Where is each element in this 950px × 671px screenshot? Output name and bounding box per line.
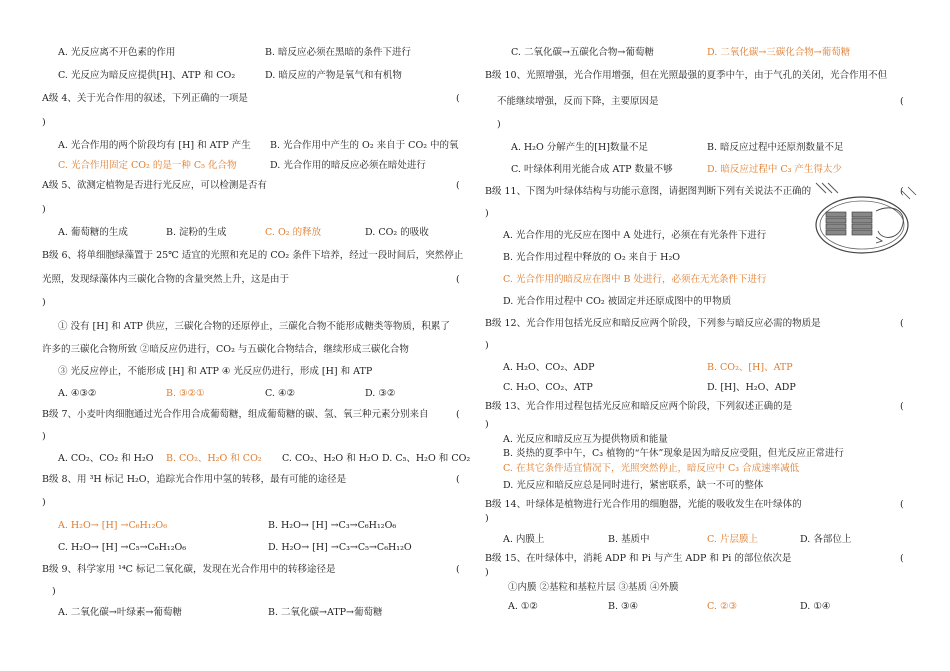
- q5-option-b: B. 淀粉的生成: [166, 227, 227, 238]
- q6-reason-line2: 许多的三碳化合物所致 ②暗反应仍进行，CO₂ 与五碳化合物结合，继续形成三碳化合物: [42, 344, 409, 355]
- q11-paren-open: (: [900, 186, 904, 197]
- q14-option-b: B. 基质中: [608, 534, 650, 545]
- q13-option-b: B. 炎热的夏季中午，C₃ 植物的“午休”现象是因为暗反应受阻，但光反应正常进行: [503, 448, 844, 459]
- q12-option-b: B. CO₂、[H]、ATP: [707, 362, 793, 373]
- q4-stem: A级 4、关于光合作用的叙述，下列正确的一项是: [42, 93, 248, 104]
- q14-option-d: D. 各部位上: [800, 534, 852, 545]
- q15-option-d: D. ①④: [800, 601, 831, 612]
- q14-option-a: A. 内膜上: [503, 534, 545, 545]
- q3-option-a: A. 光反应离不开色素的作用: [58, 47, 176, 58]
- q5-option-a: A. 葡萄糖的生成: [58, 227, 128, 238]
- q5-option-d: D. CO₂ 的吸收: [365, 227, 429, 238]
- gas-arrows: [902, 187, 916, 199]
- q4-paren-open: (: [456, 93, 460, 104]
- q12-paren-close: ): [485, 340, 489, 351]
- q4-option-a: A. 光合作用的两个阶段均有 [H] 和 ATP 产生: [58, 140, 251, 151]
- q12-paren-open: (: [900, 318, 904, 329]
- q11-option-c: C. 光合作用的暗反应在图中 B 处进行，必须在无光条件下进行: [503, 274, 767, 285]
- q9-stem: B级 9、科学家用 ¹⁴C 标记二氧化碳，发现在光合作用中的转移途径是: [42, 564, 336, 575]
- q5-option-c: C. O₂ 的释放: [265, 227, 322, 238]
- q3-option-c: C. 光反应为暗反应提供[H]、ATP 和 CO₂: [58, 70, 236, 81]
- q8-paren-open: (: [456, 474, 460, 485]
- q9-paren-open: (: [456, 564, 460, 575]
- q13-option-d: D. 光反应和暗反应总是同时进行，紧密联系，缺一不可的整体: [503, 480, 764, 491]
- q10-option-c: C. 叶绿体利用光能合成 ATP 数量不够: [511, 164, 673, 175]
- q6-stem-line2: 光照，发现绿藻体内三碳化合物的含量突然上升，这是由于: [42, 274, 290, 285]
- q6-stem-line1: B级 6、将单细胞绿藻置于 25℃ 适宜的光照和充足的 CO₂ 条件下培养，经过一段时间后，突然停止: [42, 250, 464, 261]
- q14-paren-open: (: [900, 499, 904, 510]
- q15-option-a: A. ①②: [508, 601, 538, 612]
- q10-stem-line2: 不能继续增强，反而下降，主要原因是: [497, 96, 659, 107]
- q12-option-a: A. H₂O、CO₂、ADP: [503, 362, 595, 373]
- q13-paren-open: (: [900, 401, 904, 412]
- q4-option-b: B. 光合作用中产生的 O₂ 来自于 CO₂ 中的氧: [270, 140, 459, 151]
- q13-option-c: C. 在其它条件适宜情况下，光照突然停止，暗反应中 C₃ 合成速率减低: [503, 463, 800, 474]
- q11-option-a: A. 光合作用的光反应在图中 A 处进行，必须在有光条件下进行: [503, 230, 767, 241]
- q9-option-a: A. 二氧化碳→叶绿素→葡萄糖: [58, 607, 182, 618]
- light-rays: [816, 183, 838, 193]
- q10-option-d: D. 暗反应过程中 C₃ 产生得太少: [707, 164, 842, 175]
- q11-option-b: B. 光合作用过程中释放的 O₂ 来自于 H₂O: [503, 252, 681, 263]
- q8-stem: B级 8、用 ³H 标记 H₂O，追踪光合作用中氢的转移，最有可能的途径是: [42, 474, 347, 485]
- q15-paren-open: (: [900, 553, 904, 564]
- q10-option-b: B. 暗反应过程中还原剂数量不足: [707, 142, 844, 153]
- q7-stem: B级 7、小麦叶肉细胞通过光合作用合成葡萄糖，组成葡萄糖的碳、氢、氧三种元素分别来自: [42, 409, 429, 420]
- q8-option-c: C. H₂O→ [H] →C₅→C₆H₁₂O₆: [58, 542, 187, 553]
- q11-stem: B级 11、下图为叶绿体结构与功能示意图，请据图判断下列有关说法不正确的: [485, 186, 812, 197]
- q9-option-c: C. 二氧化碳→五碳化合物→葡萄糖: [511, 47, 654, 58]
- q6-reason-line1: ① 没有 [H] 和 ATP 供应，三碳化合物的还原停止，三碳化合物不能形成糖类等物质，积累了: [58, 321, 450, 332]
- q10-stem-line1: B级 10、光照增强，光合作用增强，但在光照最强的夏季中午，由于气孔的关闭，光合作用不但: [485, 70, 888, 81]
- q6-reason-line3: ③ 光反应停止，不能形成 [H] 和 ATP ④ 光反应仍进行，形成 [H] 和 ATP: [58, 366, 373, 377]
- q15-option-c: C. ②③: [707, 601, 738, 612]
- chloroplast-diagram: [812, 181, 920, 261]
- q5-paren-open: (: [456, 180, 460, 191]
- q11-paren-close: ): [485, 208, 489, 219]
- q6-paren-open: (: [456, 274, 460, 285]
- q9-paren-close: ): [52, 586, 56, 597]
- q7-option-a: A. CO₂、CO₂ 和 H₂O: [58, 453, 154, 464]
- q8-option-d: D. H₂O→ [H] →C₃→C₅→C₆H₁₂O: [268, 542, 412, 553]
- q3-option-d: D. 暗反应的产物是氧气和有机物: [265, 70, 402, 81]
- q15-stem: B级 15、在叶绿体中，消耗 ADP 和 Pi 与产生 ADP 和 Pi 的部位依次是: [485, 553, 792, 564]
- q7-option-c: C. CO₂、H₂O 和 H₂O: [282, 453, 379, 464]
- q5-stem: A级 5、欲测定植物是否进行光反应，可以检测是否有: [42, 180, 267, 191]
- q11-option-d: D. 光合作用过程中 CO₂ 被固定并还原成图中的甲物质: [503, 296, 732, 307]
- q6-paren-close: ): [42, 297, 46, 308]
- q4-option-c: C. 光合作用固定 CO₂ 的是一种 C₅ 化合物: [58, 160, 237, 171]
- q14-paren-close: ): [485, 513, 489, 524]
- q15-items: ①内膜 ②基粒和基粒片层 ③基质 ④外膜: [508, 582, 679, 593]
- q13-stem: B级 13、光合作用过程包括光反应和暗反应两个阶段，下列叙述正确的是: [485, 401, 793, 412]
- q8-paren-close: ): [42, 497, 46, 508]
- q5-paren-close: ): [42, 204, 46, 215]
- q14-stem: B级 14、叶绿体是植物进行光合作用的细胞器，光能的吸收发生在叶绿体的: [485, 499, 802, 510]
- q12-stem: B级 12、光合作用包括光反应和暗反应两个阶段，下列参与暗反应必需的物质是: [485, 318, 821, 329]
- q7-paren-close: ): [42, 431, 46, 442]
- q7-paren-open: (: [456, 409, 460, 420]
- q6-option-b: B. ③②①: [166, 388, 205, 399]
- q8-option-b: B. H₂O→ [H] →C₃→C₆H₁₂O₆: [268, 520, 397, 531]
- q14-option-c: C. 片层膜上: [707, 534, 758, 545]
- q9-option-d: D. 二氧化碳→三碳化合物→葡萄糖: [707, 47, 851, 58]
- q15-paren-close: ): [485, 567, 489, 578]
- q4-paren-close: ): [42, 117, 46, 128]
- q9-option-b: B. 二氧化碳→ATP→葡萄糖: [268, 607, 383, 618]
- q13-option-a: A. 光反应和暗反应互为提供物质和能量: [503, 434, 668, 445]
- q15-option-b: B. ③④: [608, 601, 639, 612]
- q8-option-a: A. H₂O→ [H] →C₆H₁₂O₆: [58, 520, 168, 531]
- q4-option-d: D. 光合作用的暗反应必须在暗处进行: [270, 160, 426, 171]
- q10-paren-open: (: [900, 96, 904, 107]
- q7-option-b: B. CO₂、H₂O 和 CO₂: [166, 453, 262, 464]
- q12-option-c: C. H₂O、CO₂、ATP: [503, 382, 593, 393]
- q7-option-d: D. C₅、H₂O 和 CO₂: [382, 453, 471, 464]
- q3-option-b: B. 暗反应必须在黑暗的条件下进行: [265, 47, 412, 58]
- q6-option-a: A. ④③②: [58, 388, 97, 399]
- q10-option-a: A. H₂O 分解产生的[H]数量不足: [511, 142, 648, 153]
- q6-option-d: D. ③②: [365, 388, 396, 399]
- q12-option-d: D. [H]、H₂O、ADP: [707, 382, 796, 393]
- q10-paren-close: ): [497, 119, 501, 130]
- q6-option-c: C. ④②: [265, 388, 296, 399]
- q13-paren-close: ): [485, 419, 489, 430]
